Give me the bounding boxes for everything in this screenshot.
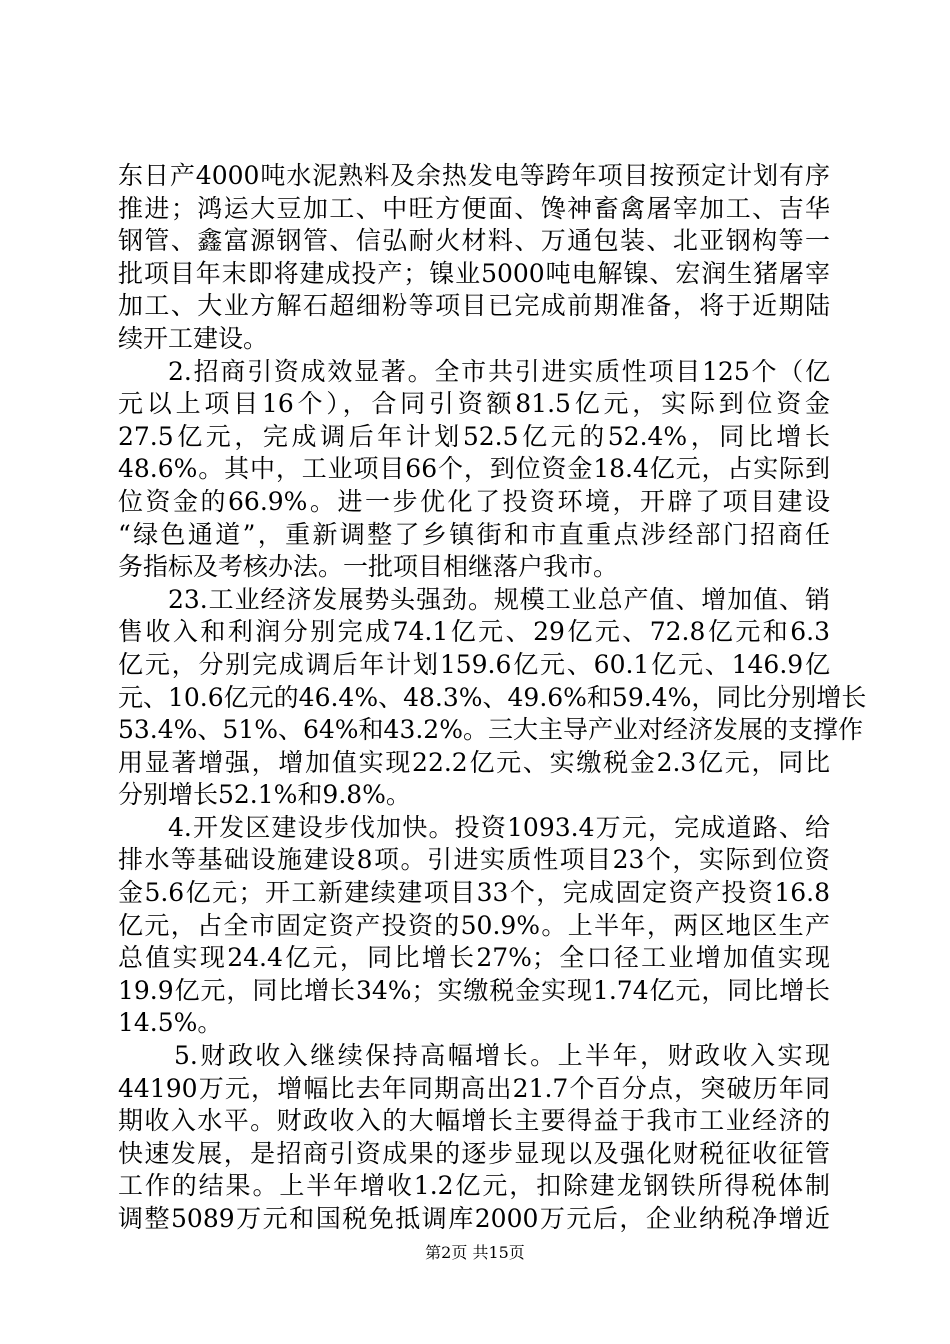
text-line: 位资金的66.9%。进一步优化了投资环境，开辟了项目建设 — [118, 486, 830, 516]
text-line: 总值实现24.4亿元，同比增长27%；全口径工业增加值实现 — [118, 943, 830, 973]
text-line: 调整5089万元和国税免抵调库2000万元后，企业纳税净增近 — [118, 1204, 830, 1233]
text-line: 5.财政收入继续保持高幅增长。上半年，财政收入实现 — [174, 1041, 830, 1071]
text-line: 推进；鸿运大豆加工、中旺方便面、馋神畜禽屠宰加工、吉华 — [118, 193, 830, 223]
text-line: 44190万元，增幅比去年同期高出21.7个百分点，突破历年同 — [118, 1073, 830, 1103]
text-line: 27.5亿元，完成调后年计划52.5亿元的52.4%，同比增长 — [118, 421, 830, 451]
text-line: 53.4%、51%、64%和43.2%。三大主导产业对经济发展的支撑作 — [118, 715, 863, 745]
text-line: 4.开发区建设步伐加快。投资1093.4万元，完成道路、给 — [168, 812, 830, 842]
text-line: 售收入和利润分别完成74.1亿元、29亿元、72.8亿元和6.3 — [118, 617, 830, 647]
text-line: 14.5%。 — [118, 1008, 223, 1038]
text-line: 亿元，占全市固定资产投资的50.9%。上半年，两区地区生产 — [118, 910, 830, 940]
text-line: “绿色通道”，重新调整了乡镇街和市直重点涉经部门招商任 — [118, 519, 830, 549]
text-line: 排水等基础设施建设8项。引进实质性项目23个，实际到位资 — [118, 845, 830, 875]
text-line: 批项目年末即将建成投产；镍业5000吨电解镍、宏润生猪屠宰 — [118, 258, 830, 288]
document-body — [118, 160, 867, 1236]
text-line: 期收入水平。财政收入的大幅增长主要得益于我市工业经济的 — [118, 1106, 830, 1136]
text-line: 钢管、鑫富源钢管、信弘耐火材料、万通包装、北亚钢构等一 — [118, 226, 830, 256]
text-line: 19.9亿元，同比增长34%；实缴税金实现1.74亿元，同比增长 — [118, 975, 830, 1005]
text-line: 续开工建设。 — [118, 323, 269, 353]
text-line: 用显著增强，增加值实现22.2亿元、实缴税金2.3亿元，同比 — [118, 747, 830, 777]
page-number-footer: 第2页 共15页 — [425, 1243, 525, 1262]
text-line: 元、10.6亿元的46.4%、48.3%、49.6%和59.4%，同比分别增长 — [118, 682, 867, 712]
text-line: 元以上项目16个），合同引资额81.5亿元，实际到位资金 — [118, 389, 830, 419]
text-line: 务指标及考核办法。一批项目相继落户我市。 — [118, 552, 619, 582]
text-line: 东日产4000吨水泥熟料及余热发电等跨年项目按预定计划有序 — [118, 161, 830, 190]
text-line: 加工、大业方解石超细粉等项目已完成前期准备，将于近期陆 — [118, 291, 830, 321]
text-line: 亿元，分别完成调后年计划159.6亿元、60.1亿元、146.9亿 — [118, 649, 830, 679]
text-line: 快速发展，是招商引资成果的逐步显现以及强化财税征收征管 — [118, 1138, 830, 1168]
text-line: 分别增长52.1%和9.8%。 — [118, 780, 411, 810]
text-line: 2.招商引资成效显著。全市共引进实质性项目125个（亿 — [168, 356, 830, 386]
text-line: 金5.6亿元；开工新建续建项目33个，完成固定资产投资16.8 — [118, 878, 830, 908]
text-line: 工作的结果。上半年增收1.2亿元，扣除建龙钢铁所得税体制 — [118, 1171, 830, 1201]
text-line: 48.6%。其中，工业项目66个，到位资金18.4亿元，占实际到 — [118, 454, 830, 484]
text-line: 23.工业经济发展势头强劲。规模工业总产值、增加值、销 — [168, 584, 830, 614]
